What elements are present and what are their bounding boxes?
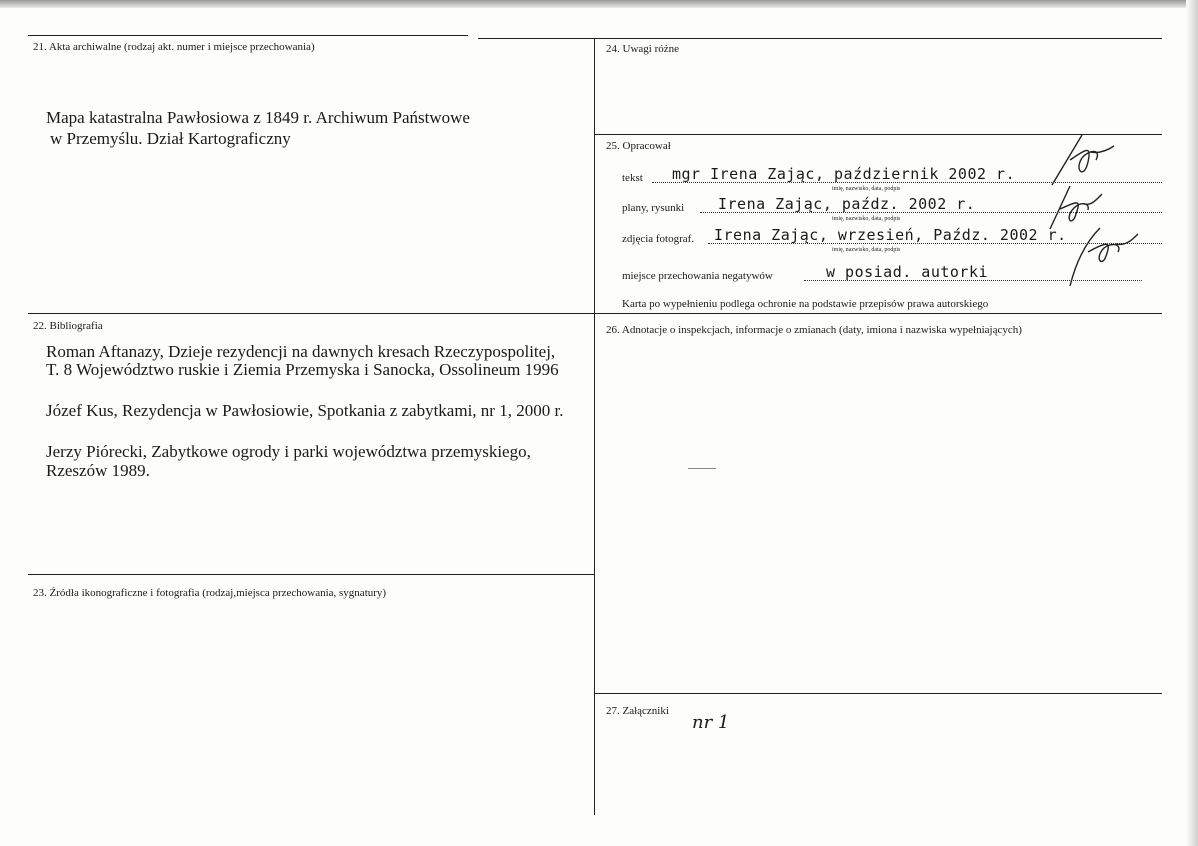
pencil-mark (688, 468, 716, 469)
row-value-drawings: Irena Zając, paźdz. 2002 r. (718, 195, 976, 213)
signature-3-icon (1066, 222, 1146, 288)
section26-label: 26. Adnotacje o inspekcjach, informacje o zmianach (daty, imiona i nazwiska wypełniających) (606, 324, 1022, 336)
rule-21-22 (28, 313, 594, 314)
bibliography-entry-3b: Rzeszów 1989. (46, 461, 150, 480)
bibliography-entry-1b: T. 8 Województwo ruskie i Ziemia Przemyska i Sanocka, Ossolineum 1996 (46, 360, 559, 379)
author-row-negatives (622, 264, 1142, 286)
section23-label: 23. Źródła ikonograficzne i fotografia (rodzaj,miejsca przechowania, sygnatury) (33, 587, 387, 599)
section27-label: 27. Załączniki (606, 705, 669, 717)
row-label-photos: zdjęcia fotograf. (622, 233, 695, 245)
attachment-handwritten-note: nr 1 (692, 712, 730, 733)
bibliography-entry-3a: Jerzy Piórecki, Zabytkowe ogrody i parki województwa przemyskiego, (46, 442, 531, 461)
bibliography-entry-1a: Roman Aftanazy, Dzieje rezydencji na dawnych kresach Rzeczypospolitej, (46, 342, 556, 361)
top-rule-left (28, 35, 468, 36)
row-value-photos: Irena Zając, wrzesień, Paźdz. 2002 r. (714, 226, 1067, 244)
row-label-drawings: plany, rysunki (622, 202, 685, 214)
bibliography-entry-2: Józef Kus, Rezydencja w Pawłosiowie, Spotkania z zabytkami, nr 1, 2000 r. (46, 401, 564, 420)
row-value-negatives: w posiad. autorki (826, 263, 989, 281)
row-value-text: mgr Irena Zając, październik 2002 r. (672, 165, 1016, 183)
scan-right-edge (1186, 0, 1198, 846)
signature-1-icon (1030, 130, 1120, 190)
section21-line-2: w Przemyślu. Dział Kartograficzny (50, 129, 291, 148)
row-hint-photos: imię, nazwisko, data, podpis (832, 247, 901, 253)
row-hint-drawings: imię, nazwisko, data, podpis (832, 216, 901, 222)
row-label-negatives: miejsce przechowania negatywów (622, 270, 773, 282)
section25-label: 25. Opracował (606, 140, 671, 152)
section21-line-1: Mapa katastralna Pawłosiowa z 1849 r. Archiwum Państwowe (46, 108, 470, 127)
section22-label: 22. Bibliografia (33, 320, 103, 332)
rule-22-23 (28, 574, 594, 575)
rule-25-26 (594, 313, 1162, 314)
row-hint-text: imię, nazwisko, data, podpis (832, 186, 901, 192)
rule-26-27 (594, 693, 1162, 694)
scan-top-edge (0, 0, 1198, 8)
section21-label: 21. Akta archiwalne (rodzaj akt. numer i miejsce przechowania) (33, 41, 315, 53)
section24-label: 24. Uwagi różne (606, 43, 680, 55)
center-divider (594, 38, 595, 815)
top-rule-right (478, 38, 1162, 39)
row-label-text: tekst (622, 172, 643, 184)
copyright-note: Karta po wypełnieniu podlega ochronie na podstawie przepisów prawa autorskiego (622, 298, 989, 310)
